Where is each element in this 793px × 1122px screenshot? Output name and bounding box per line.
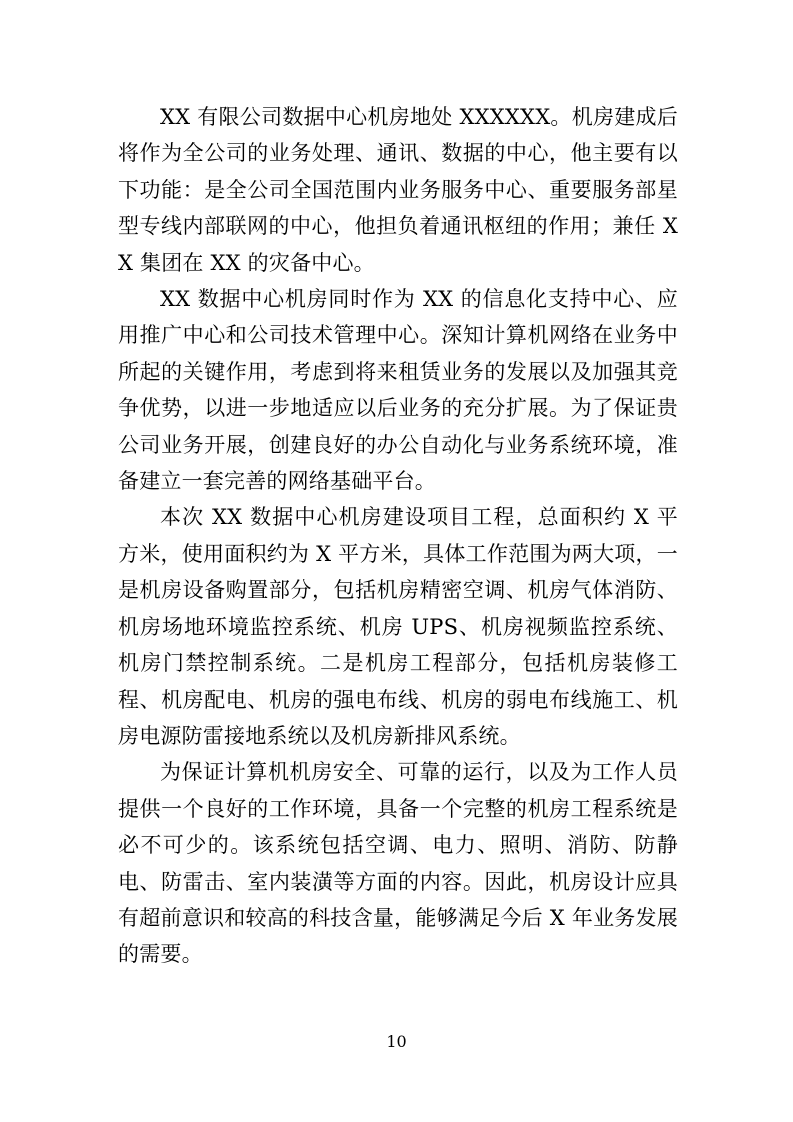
- page-number: 10: [386, 1032, 407, 1051]
- paragraph-information-center: XX 数据中心机房同时作为 XX 的信息化支持中心、应用推广中心和公司技术管理中心。深知计算机网络在业务中所起的关键作用，考虑到将来租赁业务的发展以及加强其竞争优势，以进一步地适应以后业务的充分扩展。为了保证贵公司业务开展，创建良好的办公自动化与业务系统环境，准备建立一套完善的网络基础平台。: [118, 287, 678, 494]
- document-body: [118, 99, 678, 973]
- paragraph-system-requirements: 为保证计算机机房安全、可靠的运行，以及为工作人员提供一个良好的工作环境，具备一个完整的机房工程系统是必不可少的。该系统包括空调、电力、照明、消防、防静电、防雷击、室内装潢等方面的内容。因此，机房设计应具有超前意识和较高的科技含量，能够满足今后 X 年业务发展的需要。: [118, 760, 678, 967]
- paragraph-location-overview: XX 有限公司数据中心机房地处 XXXXXX。机房建成后将作为全公司的业务处理、通讯、数据的中心，他主要有以下功能：是全公司全国范围内业务服务中心、重要服务部星型专线内部联网的中心，他担负着通讯枢纽的作用；兼任 XX 集团在 XX 的灾备中心。: [118, 105, 678, 275]
- paragraph-project-scope: 本次 XX 数据中心机房建设项目工程，总面积约 X 平方米，使用面积约为 X 平方米，具体工作范围为两大项，一是机房设备购置部分，包括机房精密空调、机房气体消防、机房场地环境监控系统、机房 UPS、机房视频监控系统、机房门禁控制系统。二是机房工程部分，包括机房装修工程、机房配电、机房的强电布线、机房的弱电布线施工、机房电源防雷接地系统以及机房新排风系统。: [118, 505, 678, 748]
